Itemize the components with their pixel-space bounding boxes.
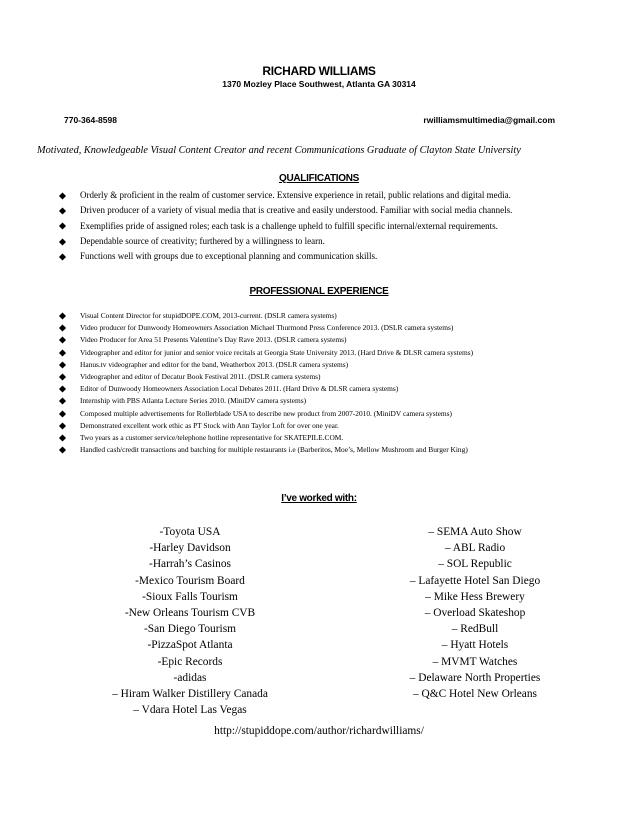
bullet-text: Orderly & proficient in the realm of customer service. Extensive experience in retail, public relations and digital media. (80, 190, 511, 200)
client-item: – Delaware North Properties (409, 671, 541, 684)
bullet-text: Functions well with groups due to exceptional planning and communication skills. (80, 251, 378, 262)
bullet-text: Dependable source of creativity; furthered by a willingness to learn. (80, 235, 325, 246)
email-address[interactable]: rwilliamsmultimedia@gmail.com (423, 115, 555, 125)
diamond-bullet-icon (59, 253, 66, 260)
bullet-item (60, 383, 473, 395)
diamond-bullet-icon (59, 223, 66, 230)
bullet-text: Hanus.tv videographer and editor for the band, Weatherbox 2013. (DSLR camera systems) (80, 359, 349, 369)
client-item: -New Orleans Tourism CVB (124, 606, 256, 619)
diamond-bullet-icon (59, 398, 66, 405)
qualifications-list (60, 188, 512, 264)
client-item: – MVMT Watches (432, 655, 518, 668)
client-item: -Mexico Tourism Board (135, 574, 245, 587)
clients-right-column (355, 524, 595, 702)
diamond-bullet-icon (59, 373, 66, 380)
applicant-address: 1370 Mozley Place Southwest, Atlanta GA 30314 (222, 79, 416, 89)
bullet-item (60, 249, 512, 264)
applicant-name: RICHARD WILLIAMS (262, 64, 376, 78)
bullet-item (60, 408, 473, 420)
diamond-bullet-icon (59, 422, 66, 429)
bullet-item (60, 234, 512, 249)
bullet-item (60, 334, 473, 346)
bullet-text: Handled cash/credit transactions and batching for multiple restaurants i.e (Barberitos, Moe’s, Mellow Mushroom and Burger King) (80, 445, 468, 455)
clients-left-column (50, 524, 330, 718)
diamond-bullet-icon (59, 313, 66, 320)
diamond-bullet-icon (59, 337, 66, 344)
qualifications-heading: QUALIFICATIONS (278, 173, 360, 184)
diamond-bullet-icon (59, 410, 66, 417)
client-item: – ABL Radio (444, 542, 506, 555)
bullet-text: Video Producer for Area 51 Presents Valentine’s Day Rave 2013. (DSLR camera systems) (80, 335, 347, 345)
client-item: -Sioux Falls Tourism (142, 590, 238, 603)
bullet-text: Driven producer of a variety of visual media that is creative and easily understood. Familiar with social media channels. (80, 205, 513, 216)
client-item: – Hyatt Hotels (441, 639, 509, 652)
bullet-text: Editor of Dunwoody Homeowners Association Local Debates 2011. (Hard Drive & DLSR camera systems) (80, 384, 399, 394)
client-item: – Mike Hess Brewery (425, 590, 525, 603)
worked-with-heading: I’ve worked with: (281, 493, 357, 504)
client-item: -Epic Records (157, 655, 223, 668)
client-item: – SEMA Auto Show (428, 526, 522, 538)
bullet-item (60, 359, 473, 371)
bullet-item (60, 444, 473, 456)
client-item: – Vdara Hotel Las Vegas (133, 704, 247, 717)
bullet-text: Visual Content Director for stupidDOPE.COM, 2013-current. (DSLR camera systems) (80, 311, 337, 320)
client-item: -San Diego Tourism (143, 623, 236, 636)
diamond-bullet-icon (59, 207, 66, 214)
diamond-bullet-icon (59, 238, 66, 245)
client-item: – Hiram Walker Distillery Canada (112, 687, 268, 700)
experience-heading: PROFESSIONAL EXPERIENCE (249, 286, 389, 297)
bullet-item (60, 395, 473, 407)
diamond-bullet-icon (59, 192, 66, 199)
diamond-bullet-icon (59, 325, 66, 332)
client-item: – Q&C Hotel New Orleans (412, 687, 537, 700)
client-item: -Harrah’s Casinos (149, 558, 231, 571)
bullet-item (60, 188, 512, 203)
client-item: -PizzaSpot Atlanta (147, 639, 233, 652)
bullet-text: Demonstrated excellent work ethic as PT Stock with Ann Taylor Loft for over one year. (80, 420, 339, 430)
diamond-bullet-icon (59, 386, 66, 393)
bullet-item (60, 420, 473, 432)
bullet-text: Internship with PBS Atlanta Lecture Series 2010. (MiniDV camera systems) (80, 396, 307, 406)
diamond-bullet-icon (59, 361, 66, 368)
portfolio-link[interactable]: http://stupiddope.com/author/richardwilliams/ (214, 725, 424, 737)
bullet-item (60, 432, 473, 444)
diamond-bullet-icon (59, 434, 66, 441)
diamond-bullet-icon (59, 447, 66, 454)
bullet-item (60, 310, 473, 322)
bullet-text: Video producer for Dunwoody Homeowners Association Michael Thurmond Press Conference 2013. (DSLR camera systems) (80, 323, 454, 333)
bullet-item (60, 219, 512, 234)
summary-statement: Motivated, Knowledgeable Visual Content Creator and recent Communications Graduate of Clayton State University (37, 145, 521, 156)
bullet-text: Composed multiple advertisements for Rollerblade USA to describe new product from 2007-2010. (MiniDV camera systems) (80, 408, 452, 418)
bullet-text: Videographer and editor for junior and senior voice recitals at Georgia State University 2013. (Hard Drive & DLSR camera systems) (80, 347, 474, 357)
client-item: – SOL Republic (438, 558, 512, 571)
client-item: – RedBull (451, 623, 499, 636)
bullet-item (60, 322, 473, 334)
bullet-item (60, 371, 473, 383)
bullet-text: Videographer and editor of Decatur Book Festival 2011. (DSLR camera systems) (80, 371, 321, 381)
client-item: – Overload Skateshop (424, 606, 526, 619)
client-item: -adidas (173, 671, 207, 684)
bullet-item (60, 347, 473, 359)
phone-number: 770-364-8598 (64, 115, 117, 125)
bullet-text: Two years as a customer service/telephone hotline representative for SKATEPILE.COM. (80, 432, 344, 442)
client-item: -Toyota USA (159, 526, 221, 538)
diamond-bullet-icon (59, 349, 66, 356)
bullet-item (60, 203, 512, 218)
client-item: -Harley Davidson (149, 542, 231, 555)
client-item: – Lafayette Hotel San Diego (409, 574, 541, 587)
bullet-text: Exemplifies pride of assigned roles; each task is a challenge upheld to fulfill specific internal/external requirements. (80, 220, 498, 231)
experience-list (60, 310, 473, 456)
